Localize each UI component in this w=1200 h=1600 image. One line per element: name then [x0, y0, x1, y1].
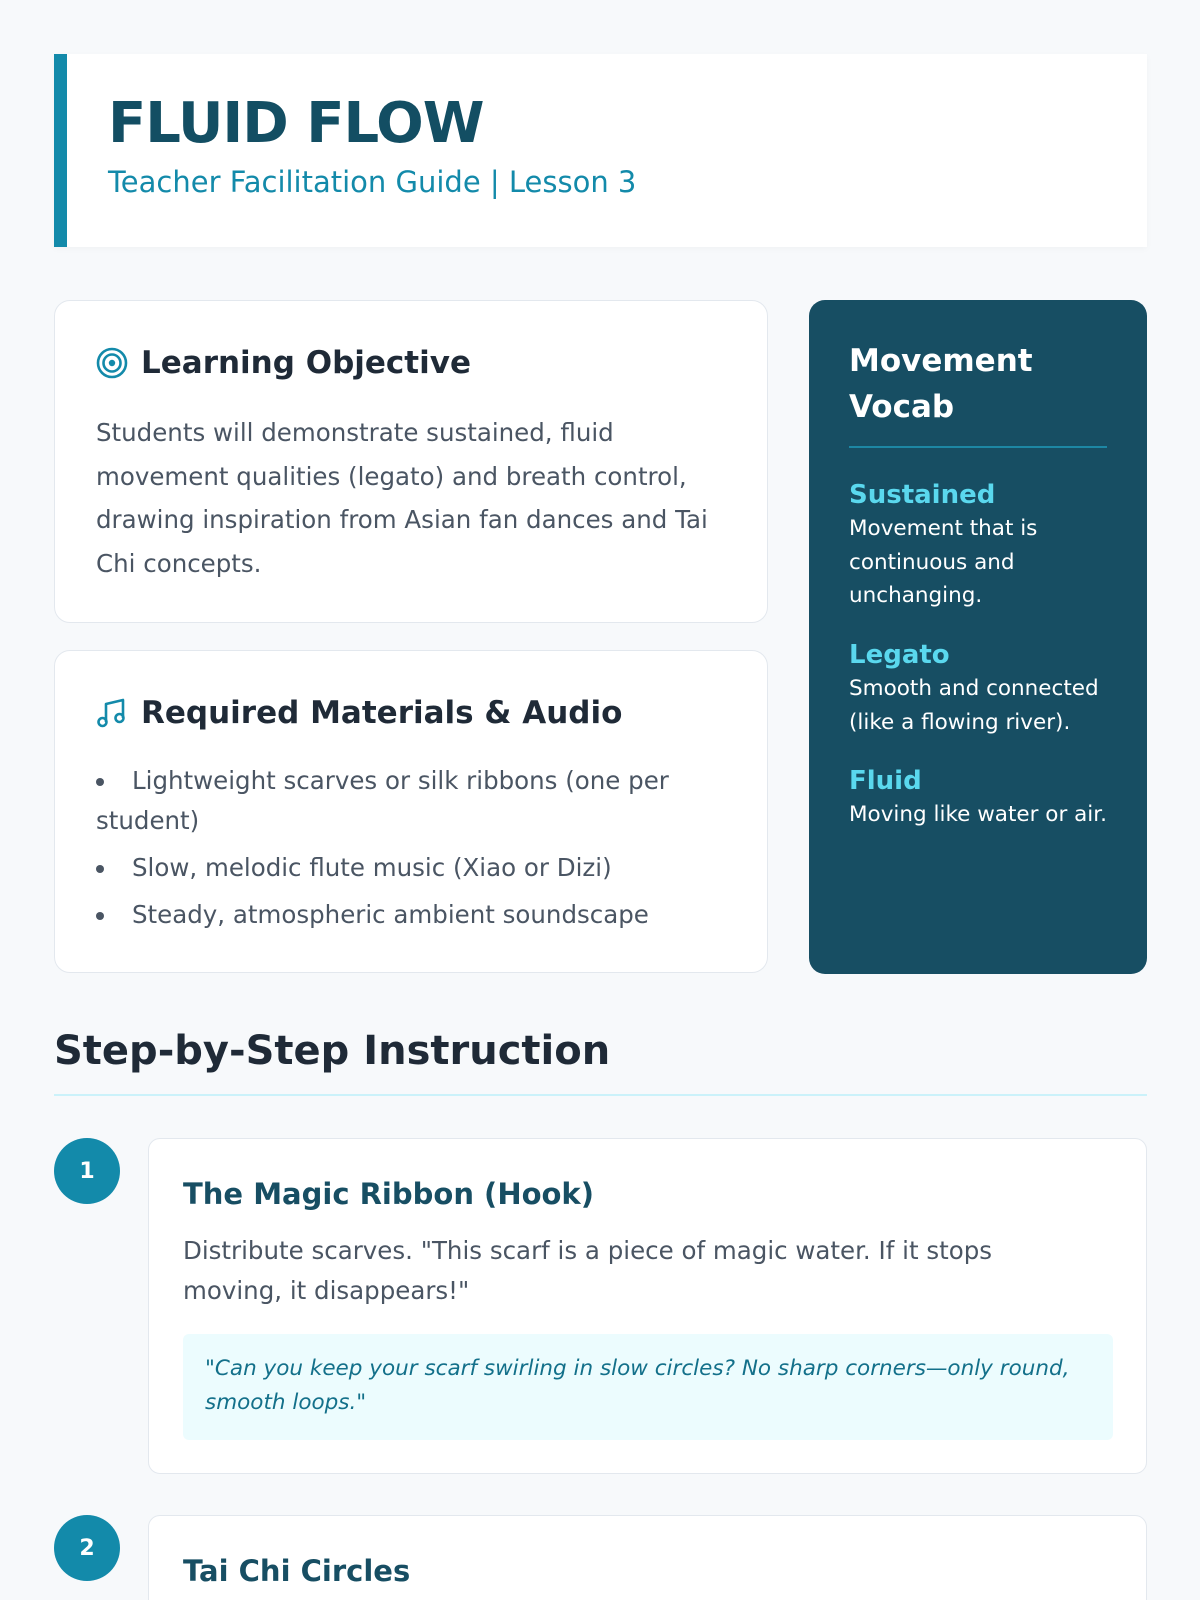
vocab-heading: Movement Vocab [849, 343, 1033, 425]
materials-card [54, 650, 768, 973]
step-number-badge: 2 [54, 1515, 120, 1581]
bullet-icon [96, 912, 104, 920]
vocab-term-name: Legato [849, 640, 950, 670]
bullet-icon [96, 865, 104, 873]
materials-item [96, 761, 721, 841]
page-subtitle: Teacher Facilitation Guide | Lesson 3 [108, 165, 637, 199]
page-header [54, 54, 1147, 247]
step-quote: "Can you keep your scarf swirling in slow circles? No sharp corners—only round, smooth loops." [183, 1334, 1113, 1440]
learning-objective-card [54, 300, 768, 623]
vocab-term-definition: Moving like water or air. [849, 802, 1107, 827]
movement-vocab-panel [809, 300, 1147, 974]
learning-objective-text: Students will demonstrate sustained, fluid movement qualities (legato) and breath control, drawing inspiration from Asian fan dances and Tai Chi concepts. [96, 418, 708, 578]
vocab-term-definition: Smooth and connected (like a flowing river). [849, 676, 1099, 735]
vocab-term [849, 764, 1111, 832]
instructions-divider [54, 1094, 1147, 1096]
step-card [148, 1515, 1147, 1600]
learning-objective-heading: Learning Objective [141, 345, 471, 381]
vocab-divider [849, 446, 1107, 448]
step-number-badge: 1 [54, 1138, 120, 1204]
bullet-icon [96, 778, 104, 786]
vocab-term-name: Fluid [849, 766, 922, 796]
instructions-heading: Step-by-Step Instruction [54, 1028, 611, 1074]
learning-objective-header [95, 345, 471, 381]
page-title: FLUID FLOW [108, 91, 484, 156]
materials-heading: Required Materials & Audio [141, 695, 623, 731]
materials-item-text: Steady, atmospheric ambient soundscape [132, 900, 649, 929]
vocab-term [849, 638, 1111, 739]
step-card [148, 1138, 1147, 1474]
materials-item [96, 895, 721, 935]
vocab-term [849, 478, 1111, 613]
music-note-icon [95, 696, 129, 730]
materials-item-text: Lightweight scarves or silk ribbons (one per student) [96, 766, 669, 835]
materials-list [96, 761, 721, 942]
materials-item-text: Slow, melodic flute music (Xiao or Dizi) [132, 853, 612, 882]
materials-item [96, 848, 721, 888]
step-title: The Magic Ribbon (Hook) [183, 1177, 594, 1211]
step-title: Tai Chi Circles [183, 1554, 411, 1588]
materials-header [95, 695, 622, 731]
vocab-term-name: Sustained [849, 480, 996, 510]
vocab-term-definition: Movement that is continuous and unchanging. [849, 516, 1038, 608]
target-icon [95, 346, 129, 380]
step-body: Distribute scarves. "This scarf is a piece of magic water. If it stops moving, it disappears!" [183, 1236, 993, 1305]
